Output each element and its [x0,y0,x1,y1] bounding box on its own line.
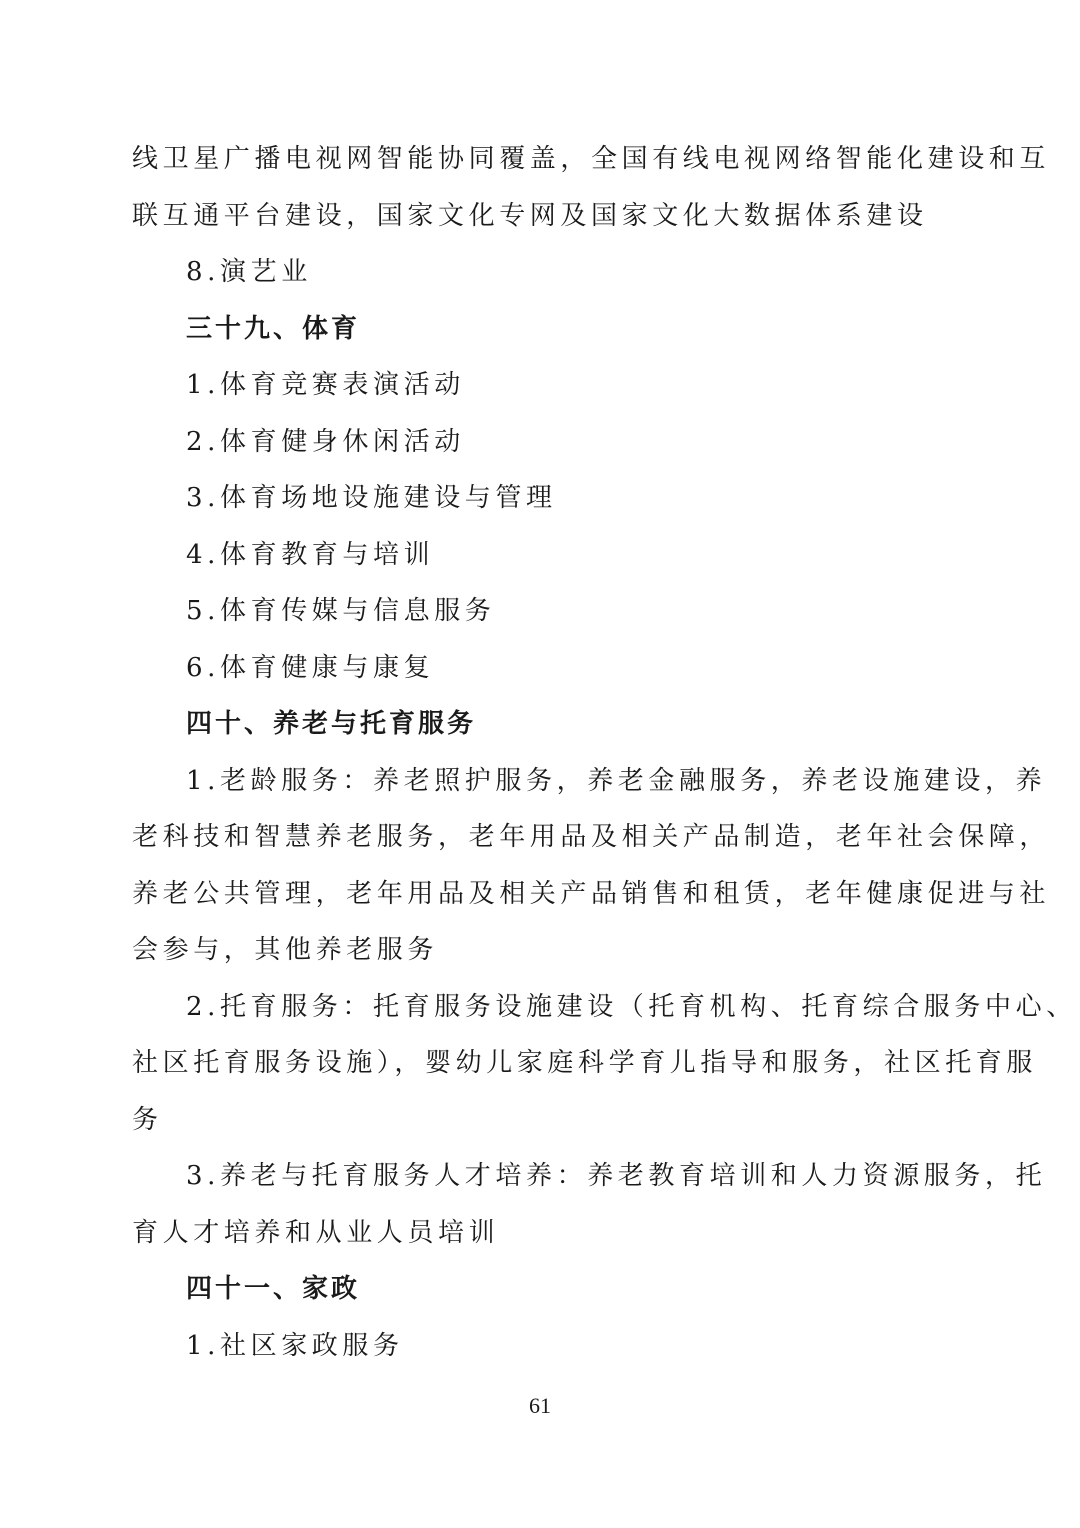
list-item: 3.体育场地设施建设与管理 [186,483,557,513]
section-heading: 四十、养老与托育服务 [186,709,477,739]
list-item: 1.社区家政服务 [186,1331,404,1361]
paragraph-line: 3.养老与托育服务人才培养：养老教育培训和人力资源服务，托 [186,1161,1047,1191]
paragraph-line: 务 [132,1105,163,1135]
body-text-line: 线卫星广播电视网智能协同覆盖，全国有线电视网络智能化建设和互 [132,144,1051,174]
paragraph-line: 养老公共管理，老年用品及相关产品销售和租赁，老年健康促进与社 [132,879,1051,909]
list-item: 4.体育教育与培训 [186,540,435,570]
paragraph-line: 1.老龄服务：养老照护服务，养老金融服务，养老设施建设，养 [186,766,1047,796]
body-text-line: 联互通平台建设，国家文化专网及国家文化大数据体系建设 [132,201,928,231]
list-item: 5.体育传媒与信息服务 [186,596,496,626]
section-heading: 四十一、家政 [186,1274,361,1304]
list-item: 6.体育健康与康复 [186,653,435,683]
paragraph-line: 老科技和智慧养老服务，老年用品及相关产品制造，老年社会保障， [132,822,1051,852]
paragraph-line: 社区托育服务设施），婴幼儿家庭科学育儿指导和服务，社区托育服 [132,1048,1038,1078]
paragraph-line: 2.托育服务：托育服务设施建设（托育机构、托育综合服务中心、 [186,992,1077,1022]
list-item: 8.演艺业 [186,257,312,287]
section-heading: 三十九、体育 [186,314,361,344]
paragraph-line: 育人才培养和从业人员培训 [132,1218,500,1248]
page-number: 61 [529,1393,551,1418]
list-item: 2.体育健身休闲活动 [186,427,465,457]
list-item: 1.体育竞赛表演活动 [186,370,465,400]
paragraph-line: 会参与，其他养老服务 [132,935,439,965]
